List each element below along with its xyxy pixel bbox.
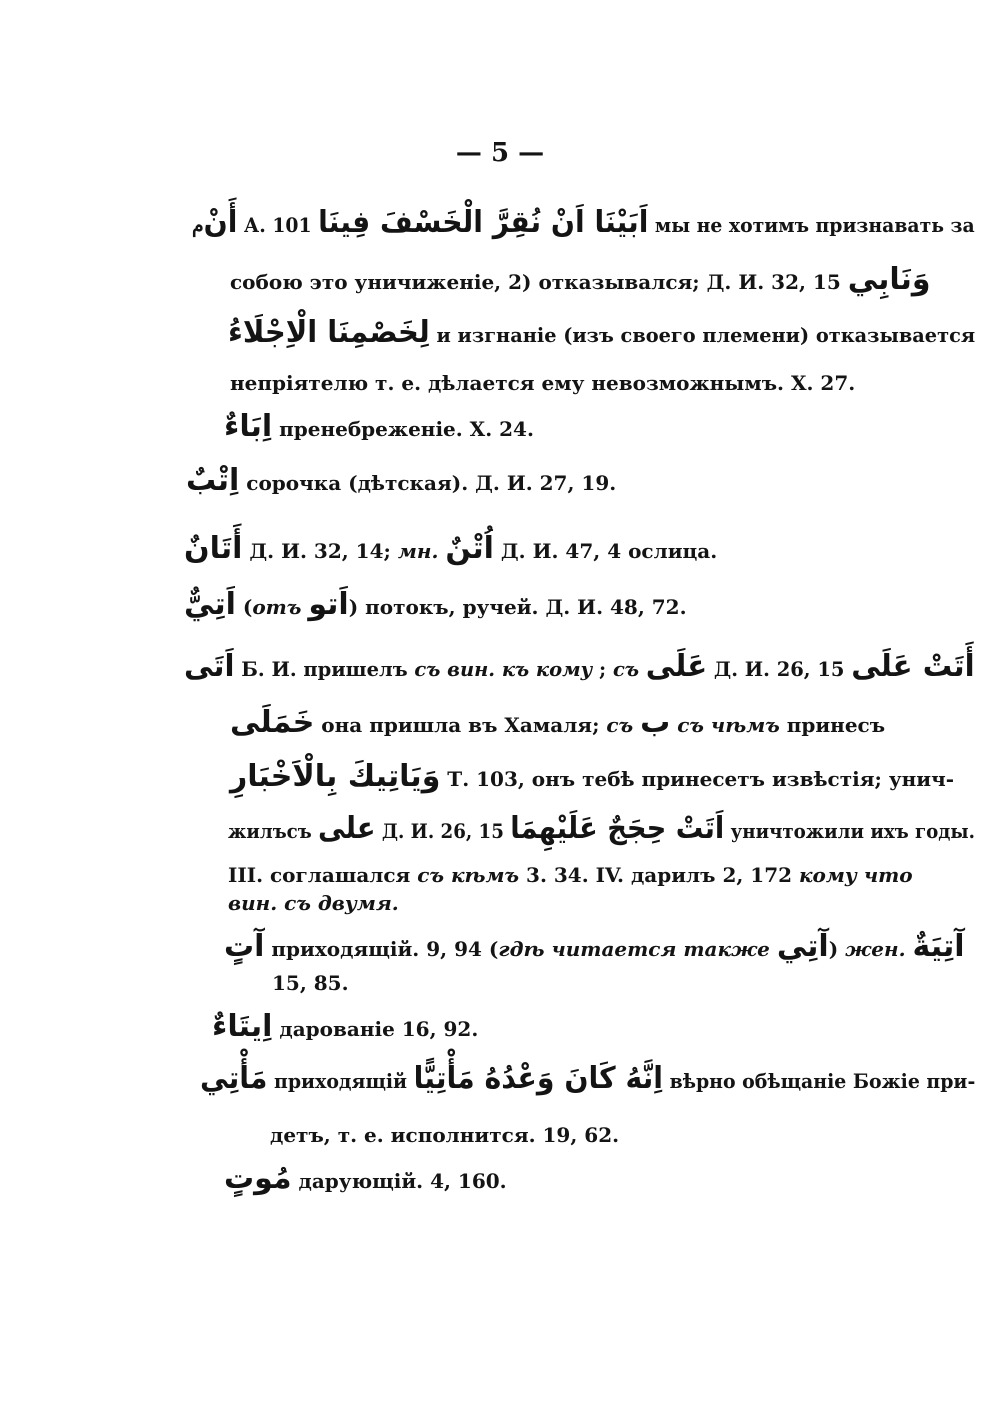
text-line — [224, 1161, 507, 1196]
russian-text: она пришла въ Хамаля; — [314, 713, 607, 737]
italic-text: кому что — [799, 863, 913, 887]
text-line — [212, 1009, 479, 1044]
arabic-text: على — [318, 811, 376, 846]
arabic-text: اُتْنٌ — [445, 531, 494, 566]
russian-text: приходящій. 9, 94 ( — [264, 937, 499, 961]
russian-text: дарующій. 4, 160. — [291, 1169, 507, 1193]
arabic-text: ب — [640, 705, 671, 740]
russian-text: Д. И. 47, 4 ослица. — [493, 539, 718, 563]
russian-text — [438, 539, 445, 563]
italic-text: съ — [612, 657, 639, 681]
russian-text — [770, 937, 777, 961]
russian-text: ; — [592, 657, 613, 681]
text-line — [186, 463, 617, 498]
italic-text: съ — [606, 713, 634, 737]
text-line — [230, 262, 931, 297]
russian-text: жилъсъ — [228, 819, 319, 843]
text-line — [228, 315, 976, 350]
arabic-text: خَمَلَى — [230, 705, 315, 740]
italic-text: мн. — [397, 539, 439, 563]
text-line — [228, 888, 399, 918]
arabic-text: مَأْتِي — [200, 1061, 268, 1096]
russian-text: приходящій — [267, 1069, 414, 1093]
russian-text: ( — [235, 595, 253, 619]
arabic-text: عَلَى — [645, 649, 708, 684]
russian-text: ) — [828, 937, 846, 961]
text-line — [230, 705, 886, 740]
russian-text: собою это уничиженіе, 2) отказывался; Д. И. 32, 15 — [230, 270, 848, 294]
arabic-text: لِخَصْمِنَا الْاِجْلَاءُ — [228, 315, 430, 350]
arabic-text: أَنْ — [203, 205, 238, 240]
arabic-text: أَتَانٌ — [184, 531, 243, 566]
arabic-text: آتِيَةٌ — [912, 929, 965, 964]
italic-text: вин. съ двумя. — [228, 891, 399, 915]
text-line — [228, 860, 913, 890]
russian-text: III. соглашался — [228, 863, 418, 887]
italic-text: жен. — [845, 937, 906, 961]
text-line — [228, 811, 976, 846]
text-line — [184, 649, 975, 684]
text-line — [192, 205, 975, 240]
russian-text: уничтожили ихъ годы. — [724, 819, 976, 843]
arabic-text: اِنَّهُ كَانَ وَعْدُهُ مَأْتِيًّا — [413, 1061, 664, 1096]
arabic-text: اَتَى — [184, 649, 235, 684]
arabic-text: وَنَابِي — [847, 262, 931, 297]
russian-text: и изгнаніе (изъ своего племени) отказывается — [429, 323, 976, 347]
russian-text: пренебреженіе. Х. 24. — [272, 417, 534, 441]
arabic-text: مُوتٍ — [224, 1161, 292, 1196]
italic-text: гдѣ читается также — [498, 937, 770, 961]
arabic-text: أَتَتْ عَلَى — [851, 649, 975, 684]
text-line — [272, 968, 349, 998]
russian-text: дарованіе 16, 92. — [272, 1017, 479, 1041]
russian-text — [633, 713, 640, 737]
arabic-text: آتِي — [776, 929, 829, 964]
text-line — [230, 368, 855, 398]
text-line — [230, 759, 955, 794]
russian-text: Д. И. 26, 15 — [375, 819, 511, 843]
russian-text: непріятелю т. е. дѣлается ему невозможнымъ. Х. 27. — [230, 371, 856, 395]
russian-text: ) потокъ, ручей. Д. И. 48, 72. — [348, 595, 687, 619]
russian-text: А. 101 — [237, 213, 319, 237]
text-line — [184, 587, 687, 622]
russian-text: Т. 103, онъ тебѣ принесетъ извѣстія; унич- — [440, 767, 955, 791]
arabic-text: وَيَاتِيكَ بِالْاَخْبَارِ — [230, 759, 441, 794]
arabic-text: اَتِيٌّ — [184, 587, 236, 622]
russian-text: принесъ — [779, 713, 886, 737]
italic-text: отъ — [252, 595, 302, 619]
russian-text: детъ, т. е. исполнится. 19, 62. — [270, 1123, 620, 1147]
russian-text: Б. И. пришелъ — [234, 657, 415, 681]
russian-text — [639, 657, 646, 681]
russian-text: мы не хотимъ признавать за — [648, 213, 975, 237]
arabic-text: آتٍ — [224, 929, 265, 964]
arabic-text: اَبَيْنَا اَنْ نُقِرَّ الْخَسْفَ فِينَا — [318, 205, 649, 240]
arabic-text: اِبَاءٌ — [224, 409, 273, 444]
text-line — [270, 1120, 619, 1150]
arabic-text: اِتْبٌ — [186, 463, 240, 498]
page-number: — 5 — — [455, 138, 545, 168]
italic-text: съ чѣмъ — [677, 713, 780, 737]
arabic-text: اِيتَاءٌ — [212, 1009, 273, 1044]
russian-text: вѣрно обѣщаніе Божіе при- — [663, 1069, 976, 1093]
text-line — [200, 1061, 976, 1096]
arabic-text: اَتو — [308, 587, 349, 622]
italic-text: съ кѣмъ — [417, 863, 520, 887]
text-line — [224, 409, 534, 444]
text-line — [184, 531, 718, 566]
russian-text: 15, 85. — [272, 971, 349, 995]
italic-text: съ вин. къ кому — [414, 657, 593, 681]
russian-text: 3. 34. IV. дарилъ 2, 172 — [519, 863, 800, 887]
text-line — [224, 929, 965, 964]
russian-text: Д. И. 32, 14; — [242, 539, 398, 563]
arabic-text: اَتَتْ حِجَجٌ عَلَيْهِمَا — [510, 811, 725, 846]
russian-text — [906, 937, 913, 961]
russian-text: Д. И. 26, 15 — [707, 657, 852, 681]
russian-text: م — [192, 213, 204, 237]
russian-text: сорочка (дѣтская). Д. И. 27, 19. — [239, 471, 617, 495]
